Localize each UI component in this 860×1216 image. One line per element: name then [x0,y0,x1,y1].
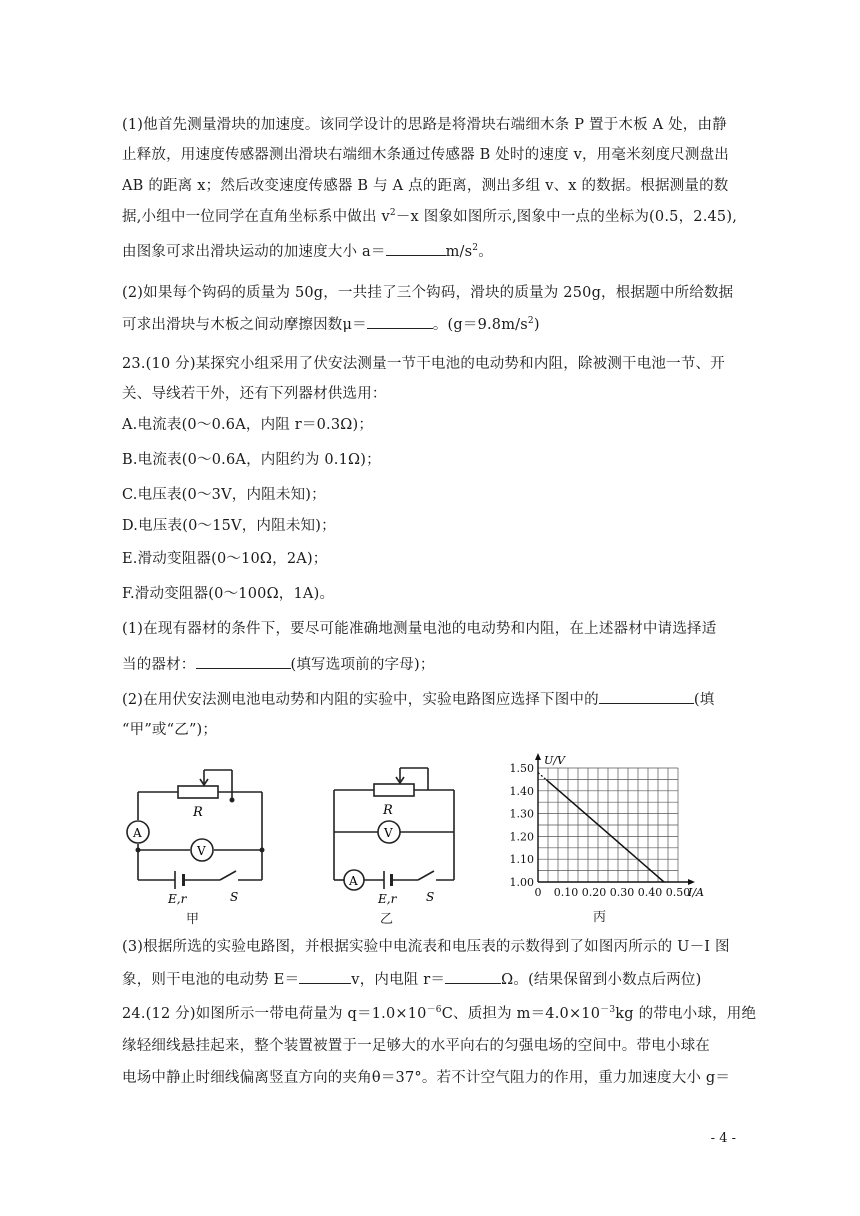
q22-part1-line4 [122,207,742,227]
answer-blank-internal-resistance[interactable] [445,969,501,984]
text-segment: (2)在用伏安法测电池电动势和内阻的实验中，实验电路图应选择下图中的 [122,692,599,708]
q22-part1-line5 [122,241,742,262]
q23-option-b: B.电流表(0～0.6A，内阻约为 0.1Ω)； [122,452,381,468]
q23-sub2-line2: “甲”或“乙”)； [122,722,218,738]
chart-grid [538,768,678,882]
q23-option-c: C.电压表(0～3V，内阻未知)； [122,487,326,503]
q22-part1-line3: AB 的距离 x；然后改变速度传感器 B 与 A 点的距离，测出多组 v、x 的数据。根据测量的数 [122,178,729,194]
circuit-jia-caption: 甲 [186,912,200,927]
q23-sub1-line2 [122,654,742,675]
q24-line3: 电场中静止时细线偏离竖直方向的夹角θ＝37°。若不计空气阻力的作用，重力加速度大小 g＝ [122,1070,731,1086]
voltmeter-symbol: V [384,826,393,840]
superscript: 2 [389,208,396,219]
q23-intro-line2: 关、导线若干外，还有下列器材供选用： [122,386,387,402]
text-segment: 象，则干电池的电动势 E＝ [122,972,300,988]
ammeter-symbol: A [349,874,358,888]
superscript: －6 [426,1005,442,1016]
chart-series [538,773,664,882]
text-segment: 24.(12 分)如图所示一带电荷量为 q＝1.0×10 [122,1006,427,1022]
text-segment: (填 [693,692,715,708]
superscript: 2 [472,243,479,254]
text-segment: 。 [478,244,493,260]
x-axis-label: I/A [688,886,704,899]
text-segment: v，内电阻 r＝ [351,972,446,988]
text-segment: 可求出滑块与木板之间动摩擦因数μ＝ [122,317,367,333]
x-axis-arrow [688,879,695,885]
y-tick-label: 1.50 [509,762,534,775]
text-segment: 当的器材： [122,657,196,673]
text-segment: C、质担为 m＝4.0×10 [441,1006,601,1022]
q23-option-f: F.滑动变阻器(0～100Ω，1A)。 [122,586,335,602]
text-segment: 据,小组中一位同学在直角坐标系中做出 v [122,209,390,225]
q23-option-a: A.电流表(0～0.6A，内阻 r＝0.3Ω)； [122,417,374,433]
text-segment: 由图象可求出滑块运动的加速度大小 a＝ [122,244,386,260]
answer-blank-equipment[interactable] [196,654,291,669]
text-segment: kg 的带电小球，用绝 [615,1006,757,1022]
voltmeter-symbol: V [197,844,206,858]
x-tick-labels [535,886,691,899]
answer-blank-acceleration[interactable] [386,241,446,256]
battery-label: E,r [168,892,187,906]
ammeter-symbol: A [133,826,142,840]
q24-line1 [122,1004,757,1024]
q23-sub2-line1 [122,689,742,710]
series-line-extrapolated [538,773,546,780]
switch-label: S [230,890,239,904]
y-tick-label: 1.40 [509,784,534,798]
battery-label: E,r [378,892,397,906]
y-tick-label: 1.00 [509,876,534,889]
x-tick-label: 0.50 [665,886,691,899]
text-segment: ) [533,317,540,333]
q23-sub1-line1: (1)在现有器材的条件下，要尽可能准确地测量电池的电动势和内阻，在上述器材中请选择适 [122,621,717,637]
text-segment: Ω。(结果保留到小数点后两位) [501,972,702,988]
resistor-label: R [193,805,203,820]
q23-option-d: D.电压表(0～15V，内阻未知)； [122,518,336,534]
x-tick-label: 0.40 [637,886,663,899]
x-tick-label: 0 [534,886,542,899]
graph-bing-figure [490,750,740,900]
q23-sub3-line1: (3)根据所选的实验电路图，并根据实验中电流表和电压表的示数得到了如图丙所示的 U－I 图 [122,939,730,955]
y-axis-arrow [535,753,541,760]
text-segment: 。(g＝9.8m/s [432,317,528,333]
text-segment: m/s [445,244,473,260]
series-line [546,780,664,882]
y-tick-label: 1.10 [509,853,534,867]
answer-blank-emf[interactable] [299,969,351,984]
q23-intro-line1: 23.(10 分)某探究小组采用了伏安法测量一节干电池的电动势和内阻，除被测干电池一节、开 [122,356,725,372]
q23-option-e: E.滑动变阻器(0～10Ω，2A)； [122,551,328,567]
circuit-yi-caption: 乙 [380,912,394,927]
x-tick-label: 0.30 [609,886,635,899]
y-tick-label: 1.20 [509,830,534,844]
y-tick-labels [510,762,535,889]
q22-part2-line1: (2)如果每个钩码的质量为 50g，一共挂了三个钩码，滑块的质量为 250g，根据题中所给数据 [122,285,734,301]
answer-blank-circuit[interactable] [599,689,694,704]
q24-line2: 缘轻细线悬挂起来，整个装置被置于一足够大的水平向右的匀强电场的空间中。带电小球在 [122,1038,710,1054]
q22-part2-line2 [122,314,742,335]
x-tick-label: 0.20 [581,886,607,899]
switch-label: S [426,890,435,904]
y-tick-label: 1.30 [509,807,534,821]
y-axis-label: U/V [544,754,565,767]
chart-axes [535,753,695,885]
superscript: 2 [527,316,534,327]
text-segment: (填写选项前的字母)； [290,657,435,673]
x-tick-label: 0.10 [553,886,579,899]
superscript: －3 [600,1005,616,1016]
resistor-label: R [383,803,393,818]
q22-part1-line2: 止释放，用速度传感器测出滑块右端细木条通过传感器 B 处时的速度 v，用毫米刻度尺测盘出 [122,147,729,163]
q22-part1-line1: (1)他首先测量滑块的加速度。该同学设计的思路是将滑块右端细木条 P 置于木板 A 处，由静 [122,117,727,133]
graph-bing-caption: 丙 [593,910,607,925]
circuit-jia-figure [120,760,280,910]
text-segment: －x 图象如图所示,图象中一点的坐标为(0.5，2.45), [395,209,738,225]
page-number: - 4 - [710,1131,736,1146]
answer-blank-friction[interactable] [367,314,433,329]
q23-sub3-line2 [122,969,742,990]
circuit-yi-figure [320,760,480,910]
